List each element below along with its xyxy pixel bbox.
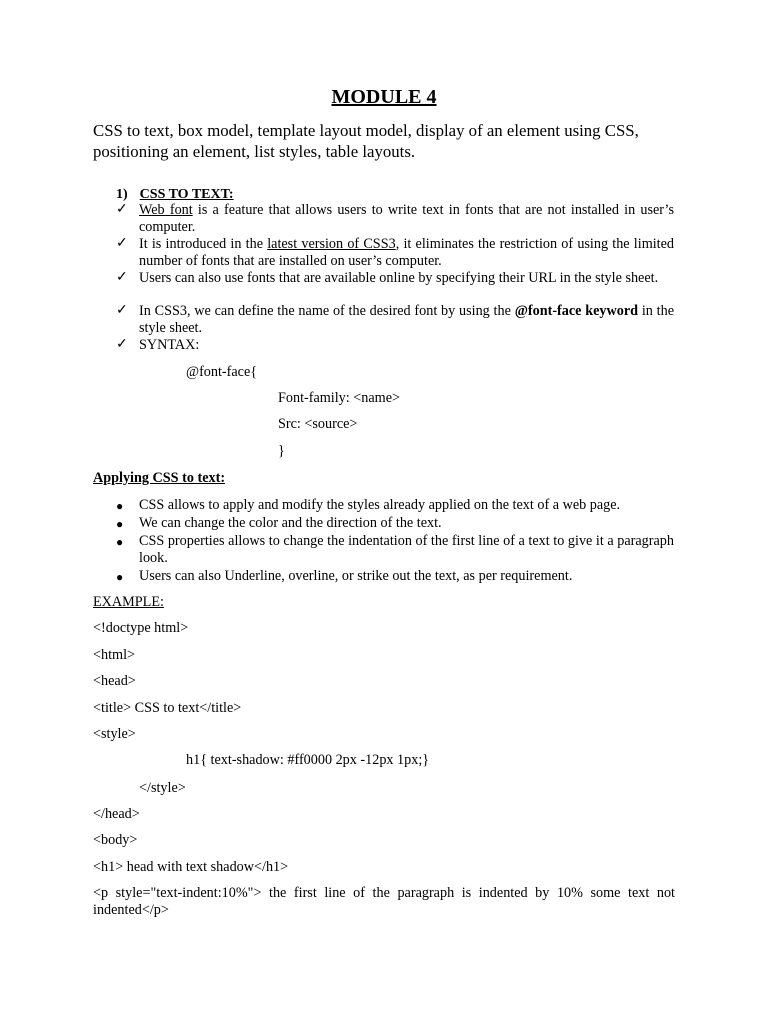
list-item: It is introduced in the latest version of CSS3, it eliminates the restriction of using the limited number of fonts that are installed on user’s computer. xyxy=(139,236,674,269)
list-item: We can change the color and the direction of the text. xyxy=(139,515,442,531)
syntax-line: Font-family: <name> xyxy=(278,390,400,406)
checkmark-icon: ✓ xyxy=(116,337,128,352)
code-line: <p style="text-indent:10%"> the first line of the paragraph is indented by 10% some text not indented</p> xyxy=(93,885,675,918)
list-item: Web font is a feature that allows users to write text in fonts that are not installed in user’s computer. xyxy=(139,202,675,235)
list-item: Users can also Underline, overline, or strike out the text, as per requirement. xyxy=(139,568,573,584)
page-title: MODULE 4 xyxy=(331,86,437,108)
section-1-title: CSS TO TEXT: xyxy=(139,187,234,202)
bullet-icon: ● xyxy=(116,517,124,531)
code-line: <style> xyxy=(93,726,136,742)
code-line: <h1> head with text shadow</h1> xyxy=(93,859,289,875)
section-1-heading xyxy=(116,185,234,203)
checkmark-icon: ✓ xyxy=(116,270,128,285)
bullet-icon: ● xyxy=(116,499,124,513)
checkmark-icon: ✓ xyxy=(116,236,128,251)
code-line: <title> CSS to text</title> xyxy=(93,700,242,716)
section-1-number: 1) xyxy=(116,187,128,202)
example-label: EXAMPLE: xyxy=(93,594,164,610)
list-item: Users can also use fonts that are available online by specifying their URL in the style sheet. xyxy=(139,270,659,286)
code-line: <body> xyxy=(93,832,138,848)
list-item: CSS allows to apply and modify the styles already applied on the text of a web page. xyxy=(139,497,621,513)
intro-paragraph: CSS to text, box model, template layout model, display of an element using CSS, positioning an element, list styles, table layouts. xyxy=(93,121,639,161)
code-line: <head> xyxy=(93,673,136,689)
checkmark-icon: ✓ xyxy=(116,303,128,318)
code-line: h1{ text-shadow: #ff0000 2px -12px 1px;} xyxy=(186,752,430,768)
code-line: <!doctype html> xyxy=(93,620,189,636)
applying-heading: Applying CSS to text: xyxy=(93,470,226,486)
syntax-line: } xyxy=(278,443,285,459)
code-line: <html> xyxy=(93,647,136,663)
syntax-line: @font-face{ xyxy=(186,364,258,380)
list-item: CSS properties allows to change the indentation of the first line of a text to give it a paragraph look. xyxy=(139,533,674,566)
syntax-line: Src: <source> xyxy=(278,416,358,432)
list-item: In CSS3, we can define the name of the desired font by using the @font-face keyword in the style sheet. xyxy=(139,303,675,336)
list-item: SYNTAX: xyxy=(139,337,200,353)
bullet-icon: ● xyxy=(116,535,124,549)
code-line: </style> xyxy=(139,780,186,796)
checkmark-icon: ✓ xyxy=(116,202,128,217)
bullet-icon: ● xyxy=(116,570,124,584)
code-line: </head> xyxy=(93,806,140,822)
